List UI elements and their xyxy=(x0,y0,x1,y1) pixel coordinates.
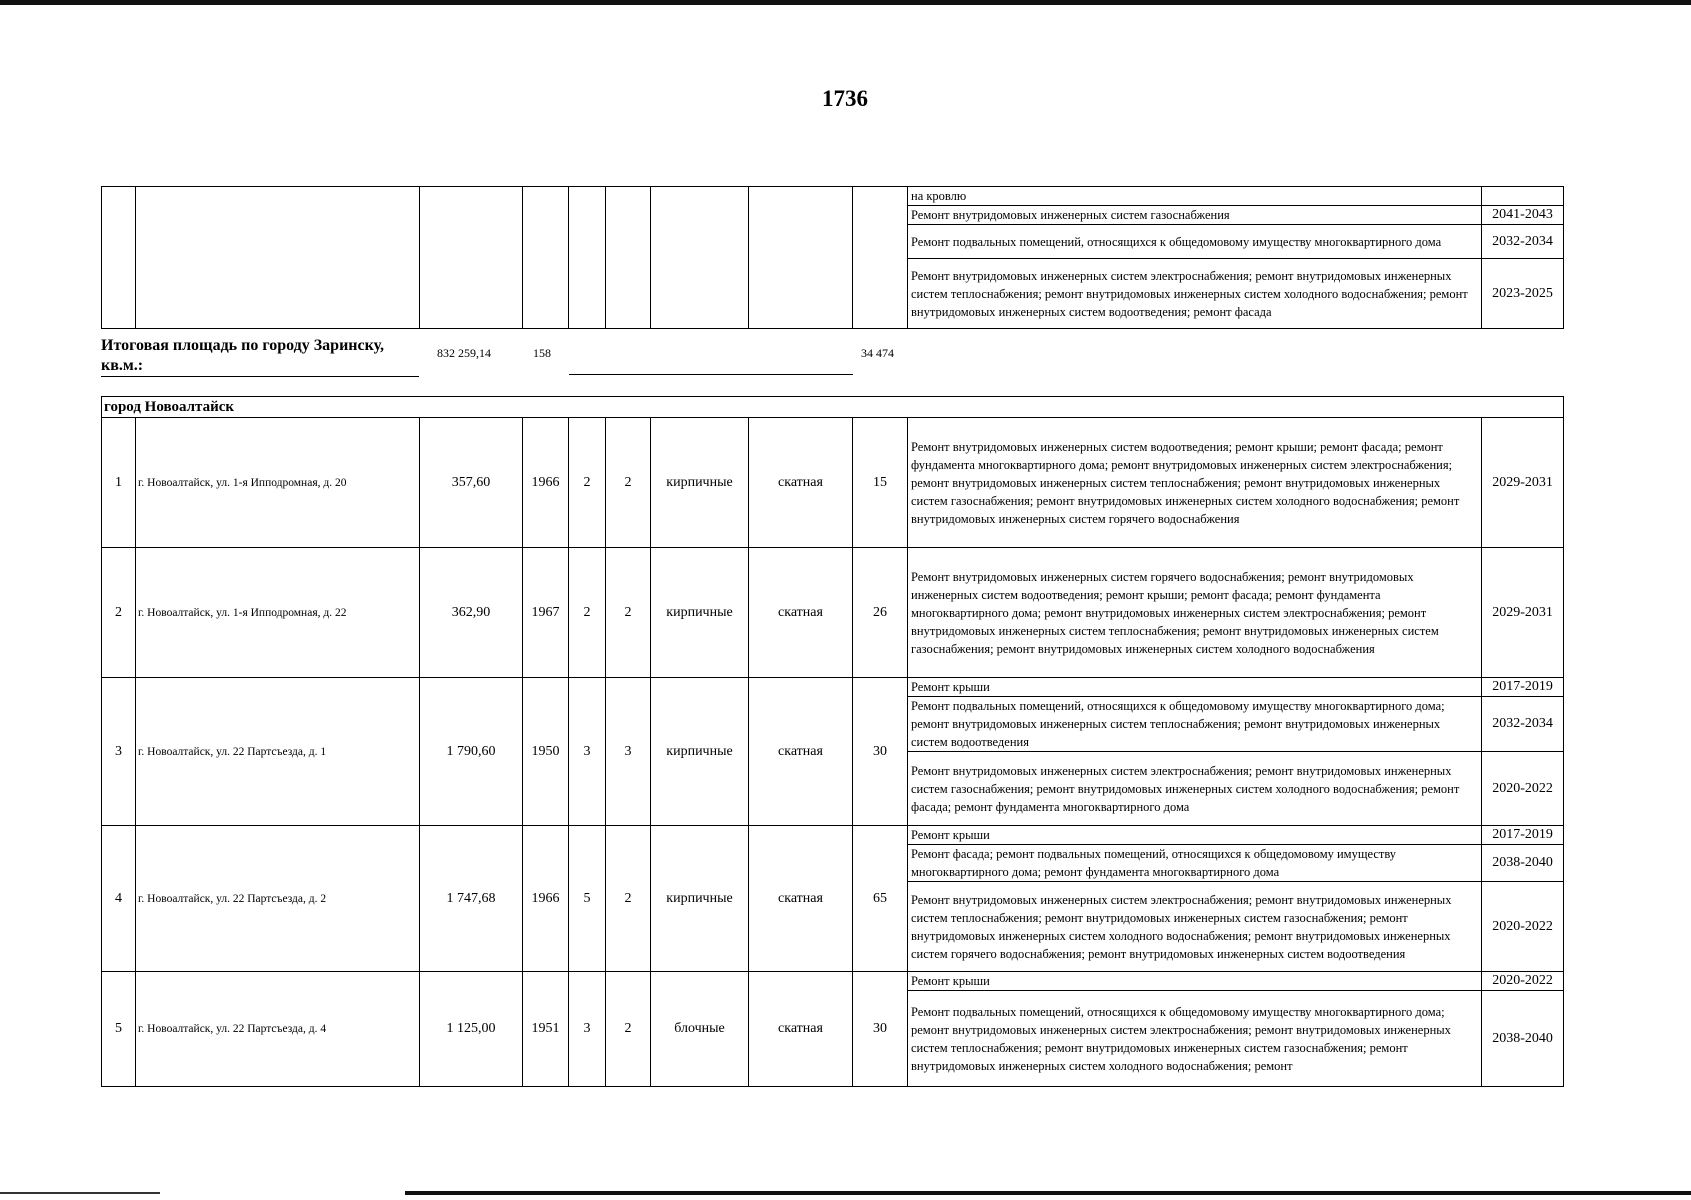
wall-material: блочные xyxy=(651,972,749,1087)
empty-cell xyxy=(606,187,651,329)
build-year: 1966 xyxy=(523,418,569,548)
scan-bottom-border xyxy=(405,1191,1691,1195)
city-name: город Новоалтайск xyxy=(102,397,1564,418)
work-description: Ремонт крыши xyxy=(908,678,1482,697)
work-years: 2029-2031 xyxy=(1482,548,1564,678)
house-area: 357,60 xyxy=(420,418,523,548)
floor-count: 2 xyxy=(569,548,606,678)
scan-bottom-line xyxy=(0,1192,160,1194)
build-year: 1951 xyxy=(523,972,569,1087)
house-address: г. Новоалтайск, ул. 1-я Ипподромная, д. 20 xyxy=(136,418,420,548)
build-year: 1967 xyxy=(523,548,569,678)
house-address: г. Новоалтайск, ул. 22 Партсъезда, д. 4 xyxy=(136,972,420,1087)
work-years: 2020-2022 xyxy=(1482,972,1564,991)
work-years: 2020-2022 xyxy=(1482,752,1564,826)
roof-type: скатная xyxy=(749,548,853,678)
work-years: 2020-2022 xyxy=(1482,882,1564,972)
work-description: Ремонт внутридомовых инженерных систем электроснабжения; ремонт внутридомовых инженерных систем теплоснабжения; ремонт внутридомовых инженерных систем газоснабжения; ремонт внутридомовых инженерных систем холодного водоснабжения; ремонт внутридомовых инженерных систем горячего водоснабжения; ремонт внутридомовых инженерных систем водоотведения xyxy=(908,882,1482,972)
house-row xyxy=(102,972,1564,991)
roof-type: скатная xyxy=(749,826,853,972)
entrance-count: 2 xyxy=(606,548,651,678)
continuation-table xyxy=(101,186,1564,329)
total-area: 832 259,14 xyxy=(437,346,491,360)
entrance-count: 2 xyxy=(606,418,651,548)
house-area: 362,90 xyxy=(420,548,523,678)
city-total xyxy=(101,336,1563,376)
row-number: 3 xyxy=(102,678,136,826)
house-row xyxy=(102,418,1564,548)
work-description: Ремонт фасада; ремонт подвальных помещений, относящихся к общедомовому имуществу многоквартирного дома; ремонт фундамента многоквартирного дома xyxy=(908,845,1482,882)
resident-count: 26 xyxy=(853,548,908,678)
work-description: Ремонт подвальных помещений, относящихся к общедомовому имуществу многоквартирного дома xyxy=(908,225,1482,259)
house-address: г. Новоалтайск, ул. 22 Партсъезда, д. 2 xyxy=(136,826,420,972)
total-residents: 34 474 xyxy=(861,346,894,360)
roof-type: скатная xyxy=(749,418,853,548)
roof-type: скатная xyxy=(749,678,853,826)
work-years: 2023-2025 xyxy=(1482,259,1564,329)
entrance-count: 3 xyxy=(606,678,651,826)
work-years: 2038-2040 xyxy=(1482,991,1564,1087)
work-years: 2041-2043 xyxy=(1482,206,1564,225)
wall-material: кирпичные xyxy=(651,418,749,548)
entrance-count: 2 xyxy=(606,972,651,1087)
page-number: 1736 xyxy=(822,86,868,111)
houses-table xyxy=(101,396,1564,1087)
resident-count: 65 xyxy=(853,826,908,972)
scan-top-border xyxy=(0,0,1691,5)
build-year: 1950 xyxy=(523,678,569,826)
row-number: 5 xyxy=(102,972,136,1087)
floor-count: 5 xyxy=(569,826,606,972)
empty-cell xyxy=(420,187,523,329)
work-description: Ремонт подвальных помещений, относящихся к общедомовому имуществу многоквартирного дома; ремонт внутридомовых инженерных систем электроснабжения; ремонт внутридомовых инженерных систем теплоснабжения; ремонт внутридомовых инженерных систем газоснабжения; ремонт внутридомовых инженерных систем холодного водоснабжения; ремонт xyxy=(908,991,1482,1087)
work-description: Ремонт подвальных помещений, относящихся к общедомовому имуществу многоквартирного дома; ремонт внутридомовых инженерных систем теплоснабжения; ремонт внутридомовых инженерных систем водоотведения xyxy=(908,697,1482,752)
resident-count: 15 xyxy=(853,418,908,548)
city-header-row xyxy=(102,397,1564,418)
work-description: Ремонт внутридомовых инженерных систем водоотведения; ремонт крыши; ремонт фасада; ремонт фундамента многоквартирного дома; ремонт внутридомовых инженерных систем электроснабжения; ремонт внутридомовых инженерных систем теплоснабжения; ремонт внутридомовых инженерных систем газоснабжения; ремонт внутридомовых инженерных систем холодного водоснабжения; ремонт внутридомовых инженерных систем горячего водоснабжения xyxy=(908,418,1482,548)
work-years: 2032-2034 xyxy=(1482,697,1564,752)
build-year: 1966 xyxy=(523,826,569,972)
house-area: 1 790,60 xyxy=(420,678,523,826)
work-description: Ремонт крыши xyxy=(908,972,1482,991)
wall-material: кирпичные xyxy=(651,826,749,972)
work-years xyxy=(1482,187,1564,206)
row-number: 1 xyxy=(102,418,136,548)
wall-material: кирпичные xyxy=(651,678,749,826)
continuation-row xyxy=(102,187,1564,206)
total-label: Итоговая площадь по городу Заринску, кв.м.: xyxy=(101,336,419,377)
work-years: 2038-2040 xyxy=(1482,845,1564,882)
row-number: 2 xyxy=(102,548,136,678)
work-years: 2017-2019 xyxy=(1482,678,1564,697)
work-years: 2029-2031 xyxy=(1482,418,1564,548)
empty-cell xyxy=(136,187,420,329)
house-address: г. Новоалтайск, ул. 1-я Ипподромная, д. 22 xyxy=(136,548,420,678)
empty-cell xyxy=(523,187,569,329)
house-row xyxy=(102,826,1564,845)
house-area: 1 747,68 xyxy=(420,826,523,972)
floor-count: 3 xyxy=(569,678,606,826)
total-house-count: 158 xyxy=(533,346,551,360)
resident-count: 30 xyxy=(853,972,908,1087)
work-description: Ремонт крыши xyxy=(908,826,1482,845)
empty-cell xyxy=(853,187,908,329)
work-years: 2032-2034 xyxy=(1482,225,1564,259)
wall-material: кирпичные xyxy=(651,548,749,678)
work-description: Ремонт внутридомовых инженерных систем горячего водоснабжения; ремонт внутридомовых инженерных систем водоотведения; ремонт крыши; ремонт фасада; ремонт фундамента многоквартирного дома; ремонт внутридомовых инженерных систем электроснабжения; ремонт внутридомовых инженерных систем теплоснабжения; ремонт внутридомовых инженерных систем газоснабжения; ремонт внутридомовых инженерных систем холодного водоснабжения xyxy=(908,548,1482,678)
house-area: 1 125,00 xyxy=(420,972,523,1087)
total-underline xyxy=(569,374,853,375)
house-row xyxy=(102,548,1564,678)
work-years: 2017-2019 xyxy=(1482,826,1564,845)
work-description: Ремонт внутридомовых инженерных систем электроснабжения; ремонт внутридомовых инженерных систем теплоснабжения; ремонт внутридомовых инженерных систем холодного водоснабжения; ремонт внутридомовых инженерных систем водоотведения; ремонт фасада xyxy=(908,259,1482,329)
floor-count: 3 xyxy=(569,972,606,1087)
row-number: 4 xyxy=(102,826,136,972)
work-description: на кровлю xyxy=(908,187,1482,206)
house-row xyxy=(102,678,1564,697)
empty-cell xyxy=(102,187,136,329)
floor-count: 2 xyxy=(569,418,606,548)
work-description: Ремонт внутридомовых инженерных систем электроснабжения; ремонт внутридомовых инженерных систем газоснабжения; ремонт внутридомовых инженерных систем холодного водоснабжения; ремонт фасада; ремонт фундамента многоквартирного дома xyxy=(908,752,1482,826)
house-address: г. Новоалтайск, ул. 22 Партсъезда, д. 1 xyxy=(136,678,420,826)
entrance-count: 2 xyxy=(606,826,651,972)
empty-cell xyxy=(569,187,606,329)
resident-count: 30 xyxy=(853,678,908,826)
roof-type: скатная xyxy=(749,972,853,1087)
empty-cell xyxy=(651,187,749,329)
work-description: Ремонт внутридомовых инженерных систем газоснабжения xyxy=(908,206,1482,225)
empty-cell xyxy=(749,187,853,329)
